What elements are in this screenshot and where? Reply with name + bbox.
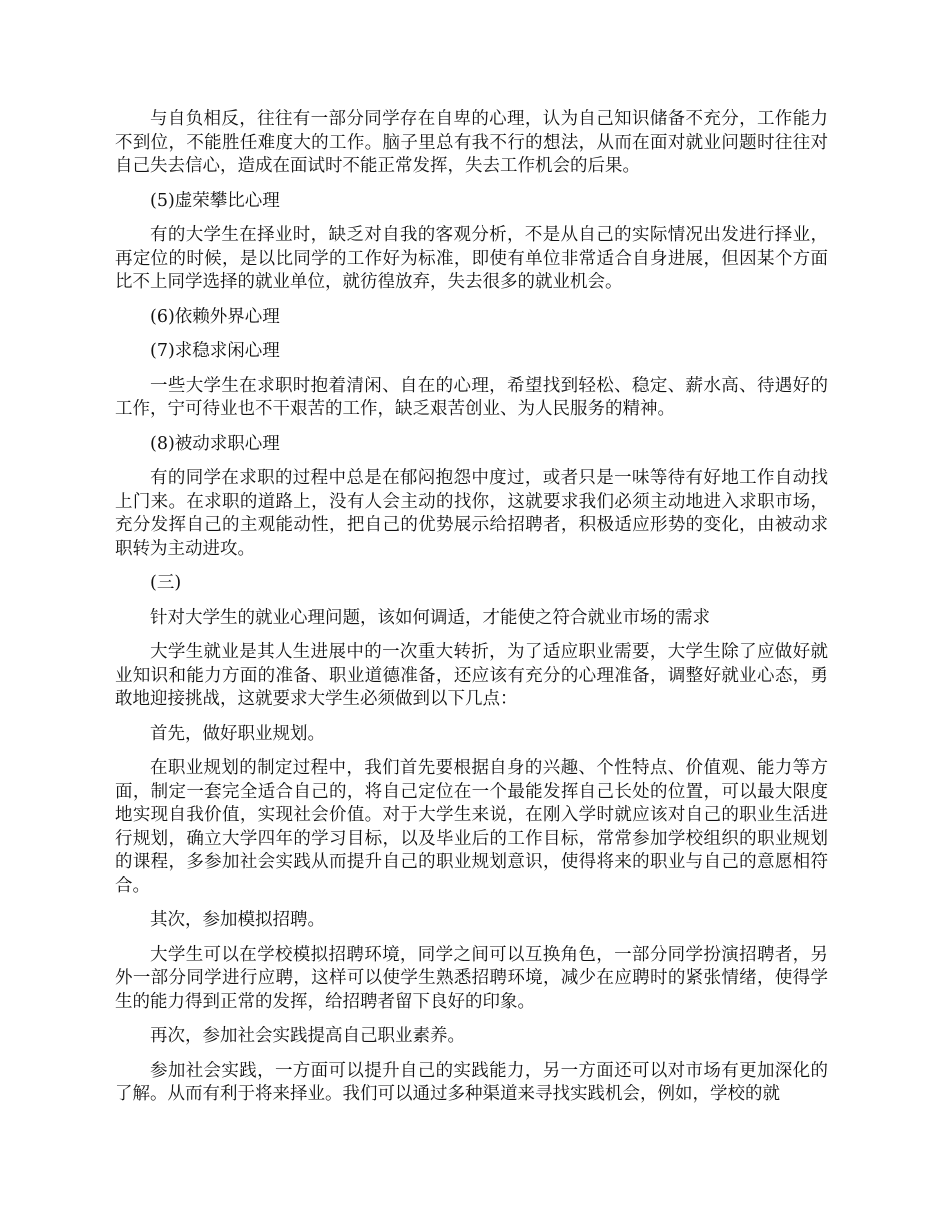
paragraph: 一些大学生在求职时抱着清闲、自在的心理，希望找到轻松、稳定、薪水高、待遇好的工作，宁可待业也不干艰苦的工作，缺乏艰苦创业、为人民服务的精神。: [115, 375, 828, 419]
section-heading: (8)被动求职心理: [150, 433, 280, 454]
section-heading: 其次，参加模拟招聘。: [150, 910, 325, 930]
paragraph: 有的同学在求职的过程中总是在郁闷抱怨中度过，或者只是一味等待有好地工作自动找上门来。在求职的道路上，没有人会主动的找你，这就要求我们必须主动地进入求职市场，充分发挥自己的主观能动性，把自己的优势展示给招聘者，积极适应形势的变化，由被动求职转为主动进攻。: [115, 468, 828, 559]
paragraph: 大学生就业是其人生进展中的一次重大转折，为了适应职业需要，大学生除了应做好就业知识和能力方面的准备、职业道德准备，还应该有充分的心理准备，调整好就业心态，勇敢地迎接挑战，这就要求大学生必须做到以下几点：: [115, 642, 828, 709]
paragraph: 大学生可以在学校模拟招聘环境，同学之间可以互换角色，一部分同学扮演招聘者，另外一部分同学进行应聘，这样可以使学生熟悉招聘环境，减少在应聘时的紧张情绪，使得学生的能力得到正常的发挥，给招聘者留下良好的印象。: [115, 944, 828, 1012]
section-heading: 再次，参加社会实践提高自己职业素养。: [150, 1026, 465, 1046]
section-heading: (三): [150, 573, 182, 593]
section-heading: 首先，做好职业规划。: [150, 723, 325, 744]
section-heading: (6)依赖外界心理: [150, 306, 280, 327]
section-heading: 针对大学生的就业心理问题，该如何调适，才能使之符合就业市场的需求: [150, 607, 710, 628]
paragraph: 与自负相反，往往有一部分同学存在自卑的心理，认为自己知识储备不充分，工作能力不到位，不能胜任难度大的工作。脑子里总有我不行的想法，从而在面对就业问题时往往对自己失去信心，造成在面试时不能正常发挥，失去工作机会的后果。: [115, 109, 828, 176]
section-heading: (7)求稳求闲心理: [150, 341, 280, 361]
paragraph: 有的大学生在择业时，缺乏对自我的客观分析，不是从自己的实际情况出发进行择业，再定位的时候，是以比同学的工作好为标准，即使有单位非常适合自身进展，但因某个方面比不上同学选择的就业单位，就彷徨放弃，失去很多的就业机会。: [115, 225, 828, 292]
paragraph: 参加社会实践，一方面可以提升自己的实践能力，另一方面还可以对市场有更加深化的了解。从而有利于将来择业。我们可以通过多种渠道来寻找实践机会，例如，学校的就: [115, 1060, 828, 1104]
section-heading: (5)虚荣攀比心理: [150, 190, 280, 211]
document-page: [115, 108, 828, 1118]
paragraph: 在职业规划的制定过程中，我们首先要根据自身的兴趣、个性特点、价值观、能力等方面，制定一套完全适合自己的，将自己定位在一个最能发挥自己长处的位置，可以最大限度地实现自我价值，实现社会价值。对于大学生来说，在刚入学时就应该对自己的职业生活进行规划，确立大学四年的学习目标，以及毕业后的工作目标，常常参加学校组织的职业规划的课程，多参加社会实践从而提升自己的职业规划意识，使得将来的职业与自己的意愿相符合。: [115, 758, 828, 896]
